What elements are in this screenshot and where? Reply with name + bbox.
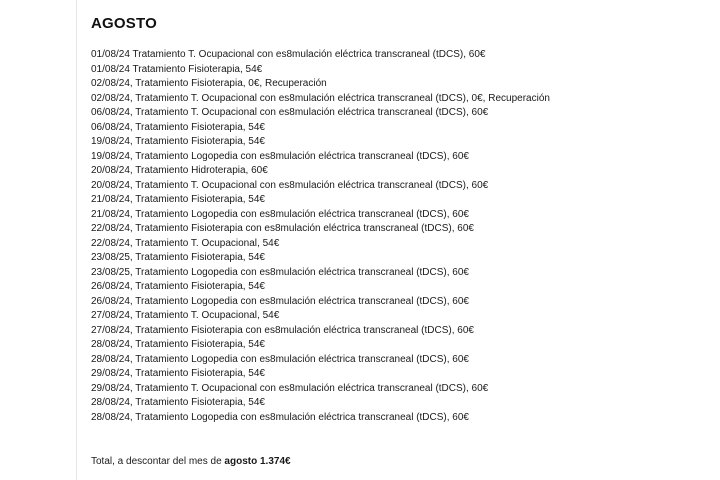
treatment-entry: 29/08/24, Tratamiento Fisioterapia, 54€: [91, 368, 265, 379]
page-edge-line: [76, 0, 77, 480]
treatment-entry: 26/08/24, Tratamiento Fisioterapia, 54€: [91, 281, 265, 292]
treatment-entry: 19/08/24, Tratamiento Fisioterapia, 54€: [91, 136, 265, 147]
treatment-entry: 27/08/24, Tratamiento T. Ocupacional, 54€: [91, 310, 280, 321]
treatment-entry: 22/08/24, Tratamiento Fisioterapia con es8mulación eléctrica transcraneal (tDCS), 60€: [91, 223, 474, 234]
treatment-entry: 02/08/24, Tratamiento T. Ocupacional con es8mulación eléctrica transcraneal (tDCS), 0€, Recuperación: [91, 92, 550, 104]
treatment-entry: 22/08/24, Tratamiento T. Ocupacional, 54€: [91, 237, 280, 249]
treatment-entry: 28/08/24, Tratamiento Logopedia con es8mulación eléctrica transcraneal (tDCS), 60€: [91, 411, 469, 423]
treatment-list: [91, 48, 550, 425]
treatment-entry: 20/08/24, Tratamiento Hidroterapia, 60€: [91, 165, 268, 176]
total-amount: agosto 1.374€: [224, 456, 291, 467]
treatment-entry: 27/08/24, Tratamiento Fisioterapia con es8mulación eléctrica transcraneal (tDCS), 60€: [91, 324, 474, 336]
month-heading: AGOSTO: [91, 15, 157, 32]
treatment-entry: 21/08/24, Tratamiento Fisioterapia, 54€: [91, 194, 265, 205]
treatment-entry: 01/08/24 Tratamiento T. Ocupacional con es8mulación eléctrica transcraneal (tDCS), 60€: [91, 49, 486, 60]
treatment-entry: 21/08/24, Tratamiento Logopedia con es8mulación eléctrica transcraneal (tDCS), 60€: [91, 208, 469, 220]
treatment-entry: 20/08/24, Tratamiento T. Ocupacional con es8mulación eléctrica transcraneal (tDCS), 60€: [91, 179, 489, 191]
total-prefix: Total, a descontar del mes de: [91, 456, 225, 467]
treatment-entry: 29/08/24, Tratamiento T. Ocupacional con es8mulación eléctrica transcraneal (tDCS), 60€: [91, 382, 489, 394]
treatment-entry: 28/08/24, Tratamiento Fisioterapia, 54€: [91, 397, 265, 408]
treatment-entry: 19/08/24, Tratamiento Logopedia con es8mulación eléctrica transcraneal (tDCS), 60€: [91, 150, 469, 162]
total-line: [91, 455, 291, 469]
treatment-entry: 23/08/25, Tratamiento Fisioterapia, 54€: [91, 252, 265, 263]
treatment-entry: 02/08/24, Tratamiento Fisioterapia, 0€, Recuperación: [91, 78, 327, 89]
treatment-entry: 06/08/24, Tratamiento Fisioterapia, 54€: [91, 121, 265, 133]
treatment-entry: 01/08/24 Tratamiento Fisioterapia, 54€: [91, 63, 263, 75]
treatment-entry: 06/08/24, Tratamiento T. Ocupacional con es8mulación eléctrica transcraneal (tDCS), 60€: [91, 107, 489, 118]
treatment-entry: 23/08/25, Tratamiento Logopedia con es8mulación eléctrica transcraneal (tDCS), 60€: [91, 266, 469, 278]
treatment-entry: 28/08/24, Tratamiento Logopedia con es8mulación eléctrica transcraneal (tDCS), 60€: [91, 353, 469, 365]
treatment-entry: 28/08/24, Tratamiento Fisioterapia, 54€: [91, 339, 265, 350]
treatment-entry: 26/08/24, Tratamiento Logopedia con es8mulación eléctrica transcraneal (tDCS), 60€: [91, 295, 469, 307]
